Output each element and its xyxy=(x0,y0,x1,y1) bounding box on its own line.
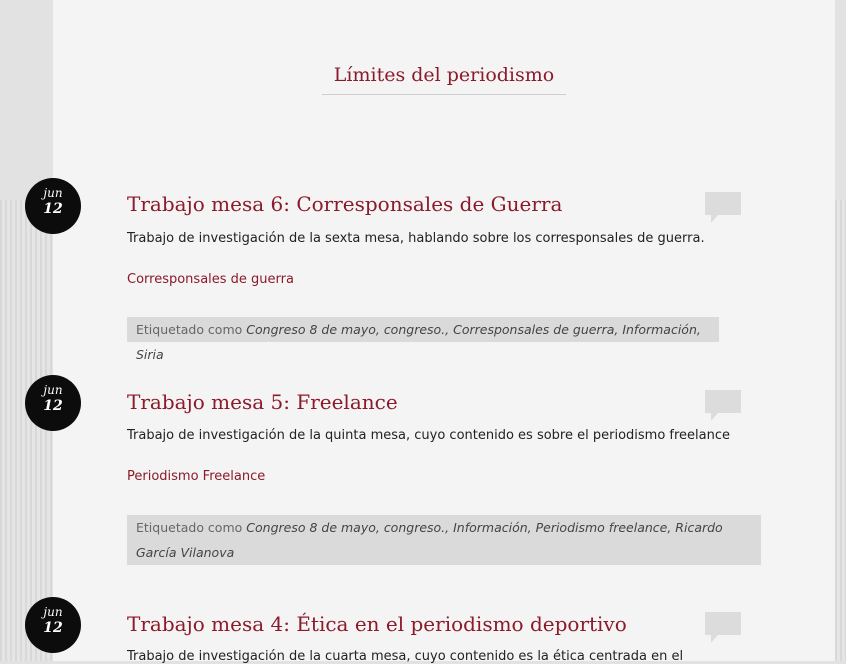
post-excerpt: Trabajo de investigación de la sexta mesa, hablando sobre los corresponsales de guerra. xyxy=(127,231,705,246)
tags-links[interactable]: Congreso 8 de mayo, congreso., Corresponsales de guerra, Información, Siria xyxy=(136,322,701,362)
tags-box xyxy=(127,317,719,362)
date-day: 12 xyxy=(43,620,63,636)
category-link[interactable]: Corresponsales de guerra xyxy=(127,272,294,287)
comment-icon[interactable] xyxy=(704,389,742,423)
tags-label: Etiquetado como xyxy=(136,322,243,337)
comment-icon[interactable] xyxy=(704,611,742,645)
date-day: 12 xyxy=(43,398,63,414)
post-excerpt: Trabajo de investigación de la quinta mesa, cuyo contenido es sobre el periodismo freelance xyxy=(127,428,731,443)
post-title-link[interactable]: Trabajo mesa 4: Ética en el periodismo deportivo xyxy=(127,612,627,636)
post-excerpt: Trabajo de investigación de la cuarta mesa, cuyo contenido es la ética centrada en el xyxy=(127,649,684,664)
date-month: jun xyxy=(43,383,63,397)
date-day: 12 xyxy=(43,201,63,217)
category-link[interactable]: Periodismo Freelance xyxy=(127,469,266,484)
left-decorative-stripes xyxy=(0,200,52,661)
post-title-link[interactable]: Trabajo mesa 5: Freelance xyxy=(127,390,398,414)
post-title-link[interactable]: Trabajo mesa 6: Corresponsales de Guerra xyxy=(127,192,563,216)
comment-icon[interactable] xyxy=(704,191,742,225)
tags-box xyxy=(127,515,761,565)
date-badge xyxy=(25,597,81,653)
tags-label: Etiquetado como xyxy=(136,520,243,535)
date-badge xyxy=(25,375,81,431)
date-badge xyxy=(25,178,81,234)
date-month: jun xyxy=(43,186,63,200)
page-title: Límites del periodismo xyxy=(322,64,566,95)
date-month: jun xyxy=(43,605,63,619)
tags-links[interactable]: Congreso 8 de mayo, congreso., Información, Periodismo freelance, Ricardo García Vilanova xyxy=(136,520,723,560)
right-decorative-stripes xyxy=(835,200,846,661)
